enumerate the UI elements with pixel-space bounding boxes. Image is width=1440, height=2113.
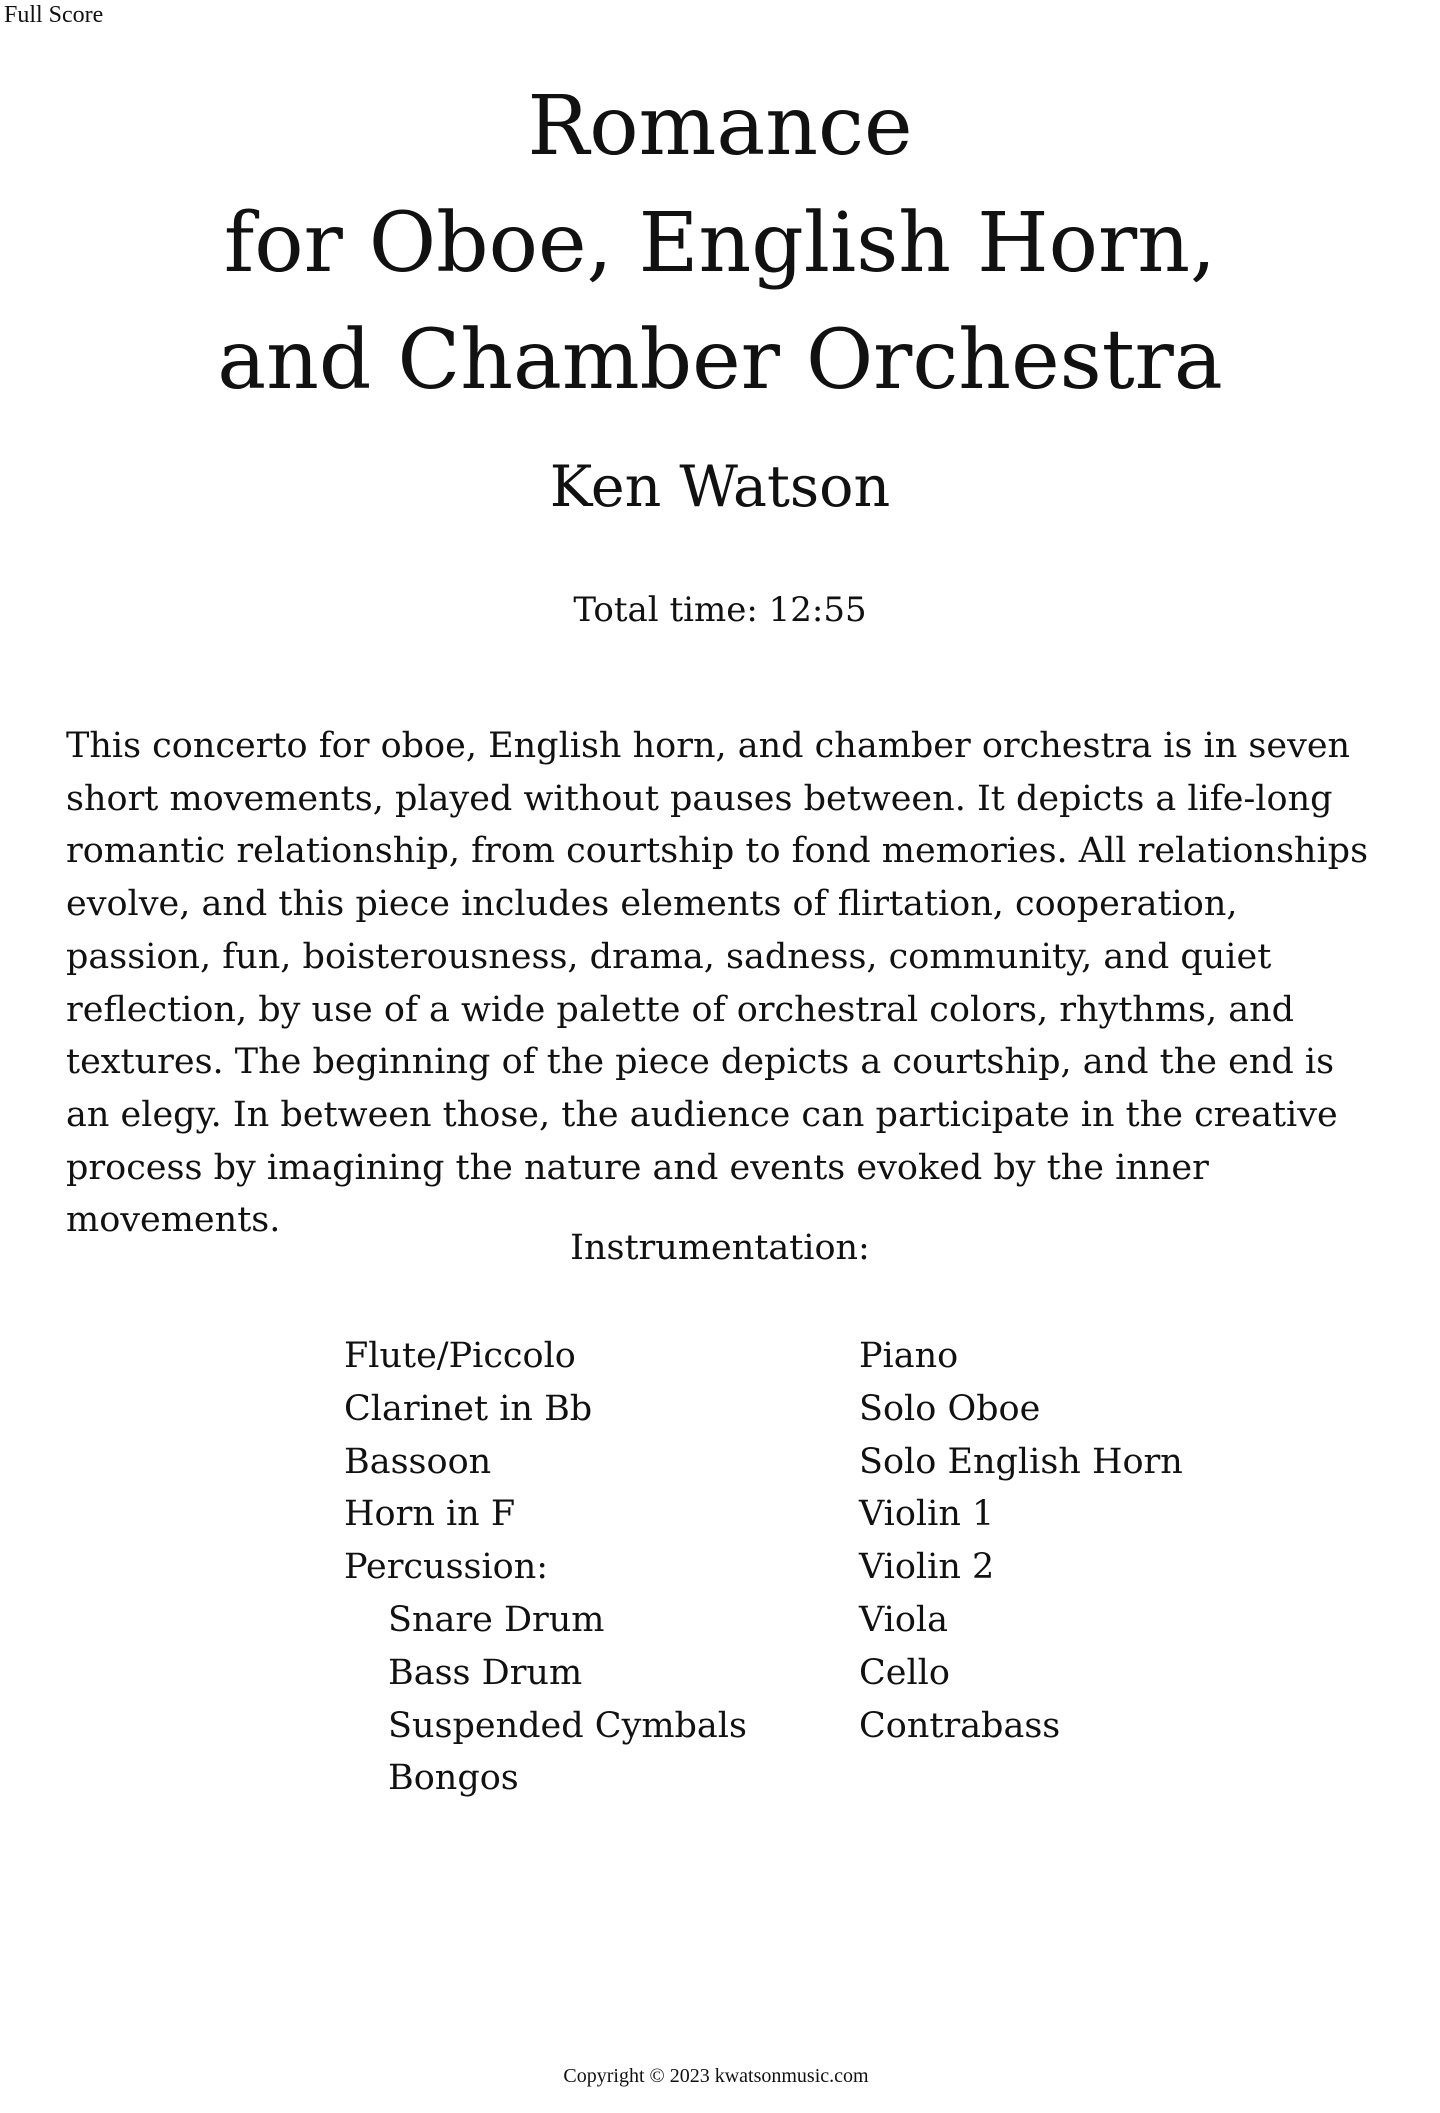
- instrumentation-heading: Instrumentation:: [570, 1228, 870, 1268]
- instrument-item: Horn in F: [344, 1494, 516, 1535]
- instrument-item: Clarinet in Bb: [344, 1388, 593, 1429]
- instrument-item: Solo English Horn: [859, 1441, 1183, 1482]
- title-line: Romance: [527, 79, 913, 174]
- instrument-item: Violin 2: [859, 1547, 995, 1588]
- instrument-item: Contrabass: [859, 1705, 1061, 1746]
- instrument-list-right: [859, 1330, 1359, 1752]
- title-line: and Chamber Orchestra: [217, 313, 1223, 408]
- total-time: Total time: 12:55: [573, 590, 867, 630]
- instrument-sub-item: Snare Drum: [388, 1599, 605, 1640]
- title-line: for Oboe, English Horn,: [223, 196, 1217, 291]
- instrument-item: Bassoon: [344, 1441, 492, 1482]
- copyright-notice: Copyright © 2023 kwatsonmusic.com: [563, 2065, 869, 2087]
- program-description: This concerto for oboe, English horn, and chamber orchestra is in seven short movements, played without pauses between. It depicts a life-long romantic relationship, from courtship to fond memories. All relationships evolve, and this piece includes elements of flirtation, cooperation, passion, fun, boisterousness, drama, sadness, community, and quiet reflection, by use of a wide palette of orchestral colors, rhythms, and textures. The beginning of the piece depicts a courtship, and the end is an elegy. In between those, the audience can participate in the creative process by imagining the nature and events evoked by the inner movements.: [66, 726, 1369, 1241]
- instrument-item: Cello: [859, 1652, 950, 1693]
- page-title: [0, 68, 1440, 419]
- instrument-item: Viola: [859, 1599, 948, 1640]
- instrument-item: Flute/Piccolo: [344, 1336, 576, 1376]
- instrument-group-label: Percussion:: [344, 1547, 549, 1588]
- instrument-item: Solo Oboe: [859, 1388, 1041, 1429]
- instrument-item: Violin 1: [859, 1494, 995, 1535]
- instrument-list-left: [344, 1330, 844, 1805]
- instrument-sub-item: Bass Drum: [388, 1652, 583, 1693]
- composer-name: Ken Watson: [549, 454, 891, 520]
- score-type-label: Full Score: [4, 2, 104, 28]
- instrument-sub-item: Bongos: [388, 1758, 519, 1799]
- instrument-item: Piano: [859, 1336, 959, 1376]
- instrument-sub-item: Suspended Cymbals: [388, 1705, 747, 1746]
